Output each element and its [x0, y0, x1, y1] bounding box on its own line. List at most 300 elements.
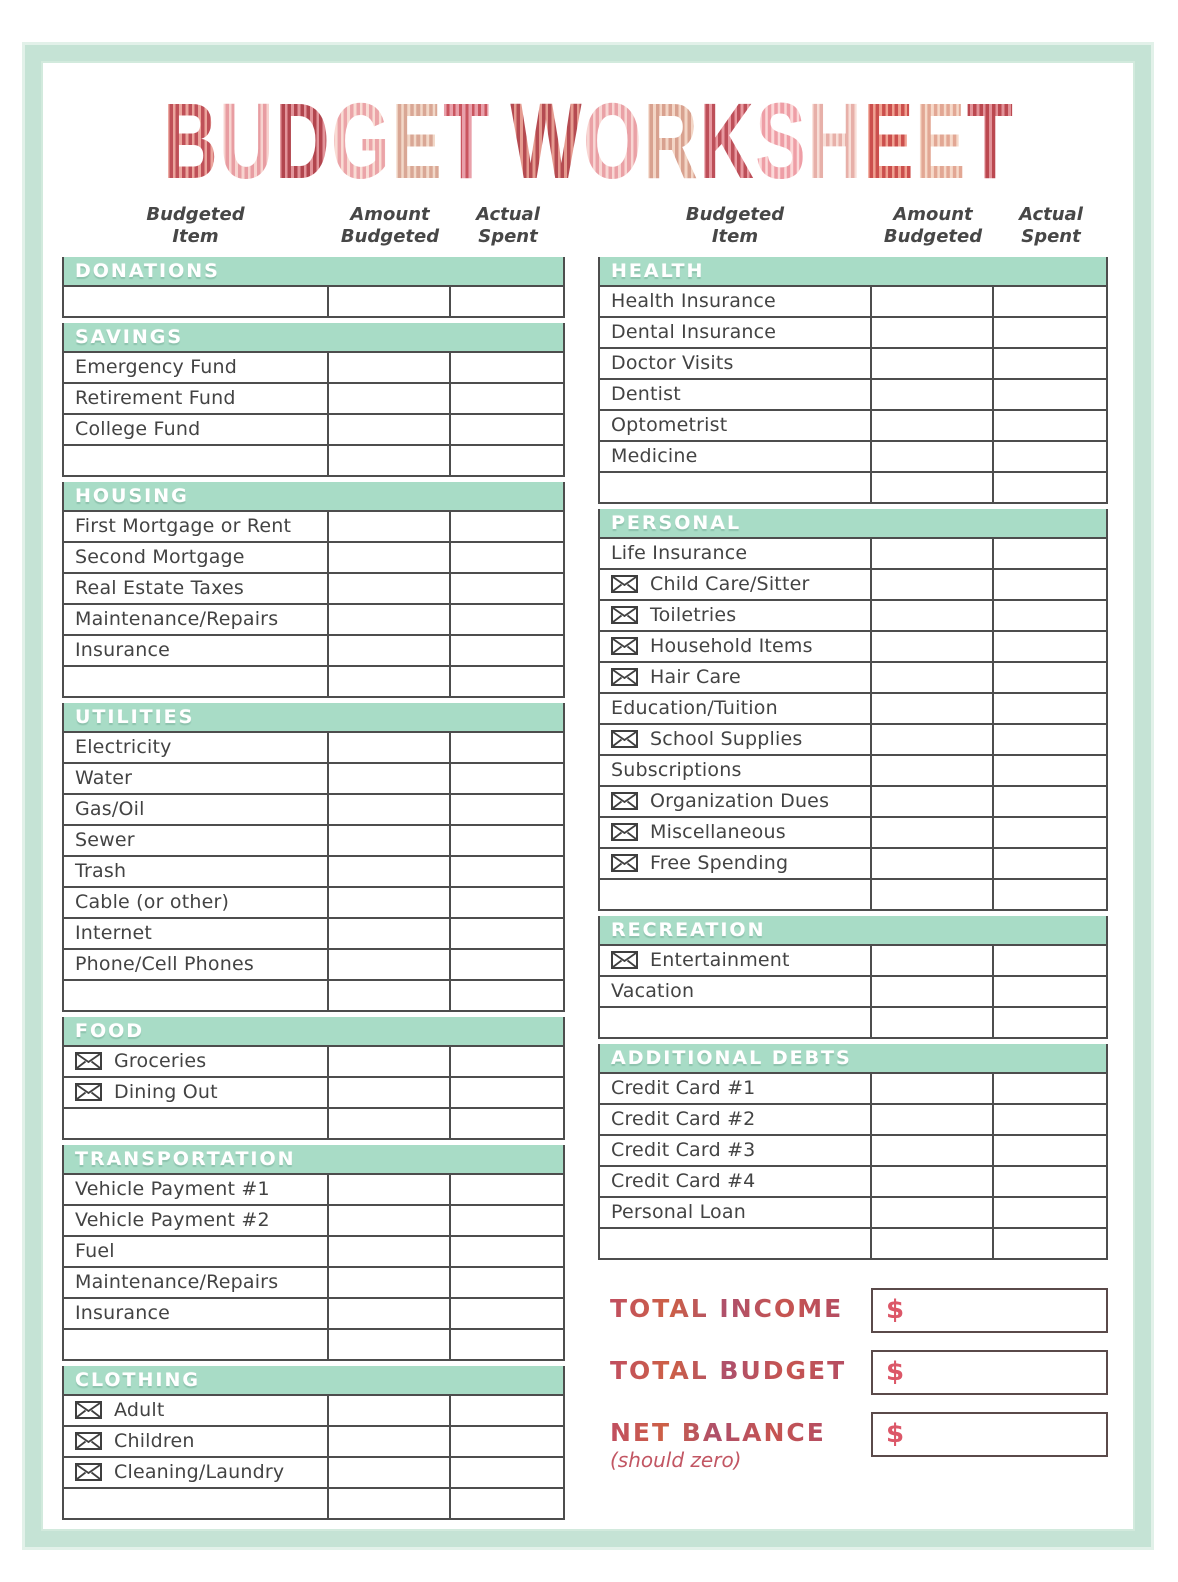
section-header-bar — [64, 1366, 563, 1394]
table-row — [600, 1103, 1106, 1134]
amount-budgeted-cell — [870, 601, 992, 630]
table-row — [600, 378, 1106, 409]
budgeted-item-cell — [600, 849, 870, 878]
item-label: Dental Insurance — [611, 321, 777, 344]
item-label: Child Care/Sitter — [650, 573, 810, 596]
actual-spent-cell — [449, 857, 563, 886]
item-label: Dentist — [611, 383, 681, 406]
table-row — [64, 1076, 563, 1107]
table-row — [600, 1196, 1106, 1227]
budgeted-item-cell — [64, 1047, 327, 1076]
amount-budgeted-cell — [870, 473, 992, 502]
envelope-icon — [611, 854, 638, 872]
budgeted-item-cell — [600, 1136, 870, 1165]
section-title: UTILITIES — [75, 705, 195, 728]
amount-budgeted-cell — [327, 733, 449, 762]
amount-budgeted-cell — [327, 1109, 449, 1138]
item-label: Hair Care — [650, 666, 741, 689]
table-row — [64, 665, 563, 696]
amount-budgeted-cell — [327, 446, 449, 475]
right-sections — [598, 257, 1108, 1260]
table-row — [64, 413, 563, 444]
envelope-icon — [75, 1401, 102, 1419]
section-header-bar — [64, 482, 563, 510]
amount-budgeted-cell — [870, 570, 992, 599]
table-row — [64, 1204, 563, 1235]
budgeted-item-cell — [64, 636, 327, 665]
section-title: DONATIONS — [75, 259, 220, 282]
budgeted-item-cell — [600, 318, 870, 347]
actual-spent-cell — [449, 1396, 563, 1425]
table-row — [64, 1173, 563, 1204]
section-header-bar — [600, 509, 1106, 537]
title-letter: U — [219, 80, 274, 201]
worksheet-columns — [41, 194, 1135, 1525]
table-row — [64, 351, 563, 382]
budgeted-item-cell — [600, 1105, 870, 1134]
total-row — [610, 1412, 1108, 1472]
actual-spent-cell — [992, 725, 1106, 754]
total-row — [610, 1350, 1108, 1395]
item-label: Emergency Fund — [75, 356, 238, 379]
table-row — [64, 1394, 563, 1425]
actual-spent-cell — [449, 287, 563, 316]
table-row — [600, 1006, 1106, 1037]
actual-spent-cell — [449, 1078, 563, 1107]
title-letter: E — [914, 80, 966, 201]
budgeted-item-cell — [64, 1206, 327, 1235]
envelope-icon — [611, 606, 638, 624]
item-label: Real Estate Taxes — [75, 577, 244, 600]
amount-budgeted-cell — [327, 950, 449, 979]
amount-budgeted-cell — [870, 946, 992, 975]
table-row — [600, 630, 1106, 661]
total-amount-box — [871, 1350, 1108, 1395]
dollar-sign: $ — [886, 1419, 905, 1450]
amount-budgeted-cell — [327, 1489, 449, 1518]
column-headers-right — [598, 204, 1108, 248]
budgeted-item-cell — [64, 950, 327, 979]
table-row — [600, 1072, 1106, 1103]
amount-budgeted-cell — [870, 539, 992, 568]
actual-spent-cell — [449, 1175, 563, 1204]
section-header-bar — [600, 1044, 1106, 1072]
table-row — [600, 661, 1106, 692]
item-label: Toiletries — [650, 604, 737, 627]
table-row — [600, 816, 1106, 847]
item-label: Adult — [114, 1399, 165, 1422]
table-row — [600, 847, 1106, 878]
section-title: ADDITIONAL DEBTS — [611, 1046, 852, 1069]
table-row — [600, 1227, 1106, 1258]
budgeted-item-cell — [64, 415, 327, 444]
item-label: Credit Card #4 — [611, 1170, 756, 1193]
total-label: TOTAL INCOME — [610, 1293, 844, 1323]
actual-spent-cell — [992, 1198, 1106, 1227]
actual-spent-cell — [449, 636, 563, 665]
amount-budgeted-cell — [327, 415, 449, 444]
section-rows — [600, 1072, 1106, 1258]
budgeted-item-cell — [600, 756, 870, 785]
title-letter: G — [331, 80, 390, 201]
actual-spent-cell — [992, 318, 1106, 347]
total-label: NET BALANCE — [610, 1417, 826, 1447]
header-amount-budgeted: Amount Budgeted — [883, 204, 983, 247]
section-title: PERSONAL — [611, 511, 742, 534]
item-label: Health Insurance — [611, 290, 776, 313]
amount-budgeted-cell — [327, 384, 449, 413]
section-rows — [600, 944, 1106, 1037]
amount-budgeted-cell — [870, 756, 992, 785]
actual-spent-cell — [992, 380, 1106, 409]
table-row — [64, 1487, 563, 1518]
totals — [598, 1288, 1108, 1472]
actual-spent-cell — [449, 667, 563, 696]
actual-spent-cell — [992, 1229, 1106, 1258]
table-row — [600, 440, 1106, 471]
envelope-icon — [611, 823, 638, 841]
table-row — [600, 347, 1106, 378]
budgeted-item-cell — [600, 725, 870, 754]
amount-budgeted-cell — [870, 380, 992, 409]
actual-spent-cell — [449, 795, 563, 824]
total-amount-box — [871, 1412, 1108, 1457]
actual-spent-cell — [449, 384, 563, 413]
section-title: CLOTHING — [75, 1368, 200, 1391]
budgeted-item-cell — [600, 818, 870, 847]
item-label: First Mortgage or Rent — [75, 515, 292, 538]
amount-budgeted-cell — [327, 512, 449, 541]
amount-budgeted-cell — [870, 977, 992, 1006]
budgeted-item-cell — [64, 1237, 327, 1266]
amount-budgeted-cell — [327, 543, 449, 572]
amount-budgeted-cell — [870, 632, 992, 661]
amount-budgeted-cell — [327, 1175, 449, 1204]
section-rows — [64, 510, 563, 696]
budgeted-item-cell — [64, 1109, 327, 1138]
amount-budgeted-cell — [327, 1299, 449, 1328]
actual-spent-cell — [992, 601, 1106, 630]
amount-budgeted-cell — [327, 1237, 449, 1266]
amount-budgeted-cell — [327, 1396, 449, 1425]
amount-budgeted-cell — [327, 1458, 449, 1487]
amount-budgeted-cell — [327, 1330, 449, 1359]
actual-spent-cell — [992, 473, 1106, 502]
left-sections — [62, 257, 565, 1520]
budgeted-item-cell — [64, 512, 327, 541]
title-letter: S — [755, 80, 806, 201]
item-label: Second Mortgage — [75, 546, 245, 569]
budgeted-item-cell — [600, 694, 870, 723]
item-label: Insurance — [75, 1302, 171, 1325]
actual-spent-cell — [449, 574, 563, 603]
table-row — [64, 855, 563, 886]
table-row — [600, 316, 1106, 347]
title-letter: W — [510, 80, 582, 201]
actual-spent-cell — [992, 1136, 1106, 1165]
actual-spent-cell — [449, 888, 563, 917]
actual-spent-cell — [992, 694, 1106, 723]
title-letter: H — [807, 80, 862, 201]
title-letter: E — [863, 80, 914, 201]
budgeted-item-cell — [600, 977, 870, 1006]
title-letter: T — [966, 80, 1013, 201]
actual-spent-cell — [449, 826, 563, 855]
total-label-group — [610, 1350, 871, 1395]
table-row — [64, 382, 563, 413]
table-row — [600, 723, 1106, 754]
budgeted-item-cell — [64, 919, 327, 948]
section-rows — [64, 1173, 563, 1359]
total-label: TOTAL BUDGET — [610, 1355, 847, 1385]
amount-budgeted-cell — [870, 663, 992, 692]
actual-spent-cell — [449, 733, 563, 762]
envelope-icon — [611, 730, 638, 748]
item-label: Dining Out — [114, 1081, 218, 1104]
column-headers-left — [62, 204, 565, 248]
section-header-bar — [600, 257, 1106, 285]
item-label: Life Insurance — [611, 542, 748, 565]
amount-budgeted-cell — [327, 981, 449, 1010]
envelope-icon — [75, 1052, 102, 1070]
budgeted-item-cell — [64, 574, 327, 603]
budgeted-item-cell — [64, 1078, 327, 1107]
page-title — [163, 80, 1013, 201]
item-label: Trash — [75, 860, 127, 883]
actual-spent-cell — [992, 570, 1106, 599]
actual-spent-cell — [449, 981, 563, 1010]
item-label: College Fund — [75, 418, 201, 441]
amount-budgeted-cell — [870, 1008, 992, 1037]
section-rows — [64, 731, 563, 1010]
section-header-bar — [64, 703, 563, 731]
budget-section — [62, 257, 565, 318]
item-label: Free Spending — [650, 852, 789, 875]
budgeted-item-cell — [64, 826, 327, 855]
section-rows — [600, 285, 1106, 502]
actual-spent-cell — [992, 1008, 1106, 1037]
table-row — [64, 1266, 563, 1297]
section-rows — [64, 1045, 563, 1138]
actual-spent-cell — [449, 919, 563, 948]
section-title: SAVINGS — [75, 325, 184, 348]
table-row — [600, 975, 1106, 1006]
amount-budgeted-cell — [327, 353, 449, 382]
item-label: Organization Dues — [650, 790, 830, 813]
item-label: Vehicle Payment #2 — [75, 1209, 270, 1232]
item-label: Credit Card #1 — [611, 1077, 756, 1100]
actual-spent-cell — [992, 411, 1106, 440]
actual-spent-cell — [449, 1047, 563, 1076]
section-title: TRANSPORTATION — [75, 1147, 296, 1170]
budgeted-item-cell — [600, 287, 870, 316]
envelope-icon — [75, 1432, 102, 1450]
envelope-icon — [75, 1083, 102, 1101]
table-row — [600, 692, 1106, 723]
budgeted-item-cell — [64, 1427, 327, 1456]
envelope-icon — [75, 1463, 102, 1481]
actual-spent-cell — [449, 415, 563, 444]
actual-spent-cell — [992, 1105, 1106, 1134]
amount-budgeted-cell — [327, 764, 449, 793]
title-letter: D — [275, 80, 330, 201]
actual-spent-cell — [992, 539, 1106, 568]
item-label: Phone/Cell Phones — [75, 953, 254, 976]
budgeted-item-cell — [600, 632, 870, 661]
actual-spent-cell — [449, 446, 563, 475]
budgeted-item-cell — [64, 1489, 327, 1518]
amount-budgeted-cell — [870, 787, 992, 816]
amount-budgeted-cell — [870, 1074, 992, 1103]
table-row — [600, 1165, 1106, 1196]
header-budgeted-item: Budgeted Item — [685, 204, 785, 247]
title-word — [163, 80, 490, 201]
budgeted-item-cell — [600, 1229, 870, 1258]
actual-spent-cell — [992, 849, 1106, 878]
budgeted-item-cell — [600, 946, 870, 975]
item-label: Cleaning/Laundry — [114, 1461, 285, 1484]
table-row — [600, 285, 1106, 316]
actual-spent-cell — [449, 1237, 563, 1266]
budgeted-item-cell — [600, 1074, 870, 1103]
dollar-sign: $ — [886, 1357, 905, 1388]
item-label: School Supplies — [650, 728, 803, 751]
item-label: Credit Card #3 — [611, 1139, 756, 1162]
table-row — [64, 1456, 563, 1487]
budgeted-item-cell — [64, 353, 327, 382]
actual-spent-cell — [992, 632, 1106, 661]
item-label: Education/Tuition — [611, 697, 778, 720]
item-label: Insurance — [75, 639, 171, 662]
table-row — [600, 471, 1106, 502]
budgeted-item-cell — [600, 880, 870, 909]
section-header-bar — [64, 1145, 563, 1173]
table-row — [64, 285, 563, 316]
amount-budgeted-cell — [327, 1427, 449, 1456]
title-letter: R — [643, 80, 698, 201]
table-row — [64, 634, 563, 665]
table-row — [64, 572, 563, 603]
budgeted-item-cell — [600, 1198, 870, 1227]
table-row — [600, 785, 1106, 816]
budget-section — [62, 482, 565, 698]
amount-budgeted-cell — [327, 795, 449, 824]
table-row — [64, 603, 563, 634]
envelope-icon — [611, 792, 638, 810]
right-column — [598, 194, 1108, 1525]
amount-budgeted-cell — [327, 1078, 449, 1107]
actual-spent-cell — [992, 287, 1106, 316]
item-label: Groceries — [114, 1050, 207, 1073]
actual-spent-cell — [449, 1427, 563, 1456]
section-header-bar — [64, 257, 563, 285]
budgeted-item-cell — [600, 473, 870, 502]
table-row — [64, 1107, 563, 1138]
amount-budgeted-cell — [870, 849, 992, 878]
envelope-icon — [611, 637, 638, 655]
header-actual-spent: Actual Spent — [1019, 204, 1083, 247]
table-row — [600, 409, 1106, 440]
section-rows — [600, 537, 1106, 909]
section-title: RECREATION — [611, 918, 766, 941]
actual-spent-cell — [992, 1074, 1106, 1103]
actual-spent-cell — [449, 764, 563, 793]
title-letter: B — [163, 80, 218, 201]
actual-spent-cell — [449, 950, 563, 979]
budgeted-item-cell — [600, 570, 870, 599]
section-title: HEALTH — [611, 259, 705, 282]
amount-budgeted-cell — [870, 725, 992, 754]
section-title: FOOD — [75, 1019, 145, 1042]
item-label: Maintenance/Repairs — [75, 608, 279, 631]
budgeted-item-cell — [64, 1330, 327, 1359]
item-label: Subscriptions — [611, 759, 742, 782]
item-label: Internet — [75, 922, 153, 945]
amount-budgeted-cell — [870, 1105, 992, 1134]
actual-spent-cell — [449, 1458, 563, 1487]
budget-section — [598, 1044, 1108, 1260]
amount-budgeted-cell — [870, 880, 992, 909]
budget-section — [62, 1145, 565, 1361]
table-row — [64, 917, 563, 948]
envelope-icon — [611, 668, 638, 686]
amount-budgeted-cell — [327, 1268, 449, 1297]
actual-spent-cell — [992, 977, 1106, 1006]
table-row — [600, 568, 1106, 599]
total-label-group — [610, 1288, 871, 1333]
amount-budgeted-cell — [870, 818, 992, 847]
budgeted-item-cell — [64, 384, 327, 413]
title-letter: E — [391, 80, 442, 201]
amount-budgeted-cell — [870, 318, 992, 347]
table-row — [600, 754, 1106, 785]
total-row — [610, 1288, 1108, 1333]
item-label: Vehicle Payment #1 — [75, 1178, 270, 1201]
envelope-icon — [611, 575, 638, 593]
table-row — [600, 944, 1106, 975]
amount-budgeted-cell — [327, 857, 449, 886]
header-amount-budgeted: Amount Budgeted — [340, 204, 440, 247]
actual-spent-cell — [449, 1489, 563, 1518]
amount-budgeted-cell — [327, 636, 449, 665]
actual-spent-cell — [449, 1299, 563, 1328]
budgeted-item-cell — [600, 411, 870, 440]
section-header-bar — [600, 916, 1106, 944]
table-row — [64, 1045, 563, 1076]
item-label: Retirement Fund — [75, 387, 236, 410]
amount-budgeted-cell — [870, 287, 992, 316]
page-content — [41, 61, 1135, 1525]
item-label: Optometrist — [611, 414, 728, 437]
amount-budgeted-cell — [870, 1136, 992, 1165]
actual-spent-cell — [992, 756, 1106, 785]
table-row — [64, 444, 563, 475]
budgeted-item-cell — [600, 663, 870, 692]
item-label: Vacation — [611, 980, 695, 1003]
actual-spent-cell — [449, 1109, 563, 1138]
item-label: Household Items — [650, 635, 813, 658]
table-row — [64, 824, 563, 855]
table-row — [600, 878, 1106, 909]
item-label: Miscellaneous — [650, 821, 786, 844]
table-row — [64, 1235, 563, 1266]
item-label: Entertainment — [650, 949, 790, 972]
amount-budgeted-cell — [870, 1229, 992, 1258]
budgeted-item-cell — [64, 446, 327, 475]
actual-spent-cell — [992, 787, 1106, 816]
amount-budgeted-cell — [327, 574, 449, 603]
budget-section — [62, 323, 565, 477]
